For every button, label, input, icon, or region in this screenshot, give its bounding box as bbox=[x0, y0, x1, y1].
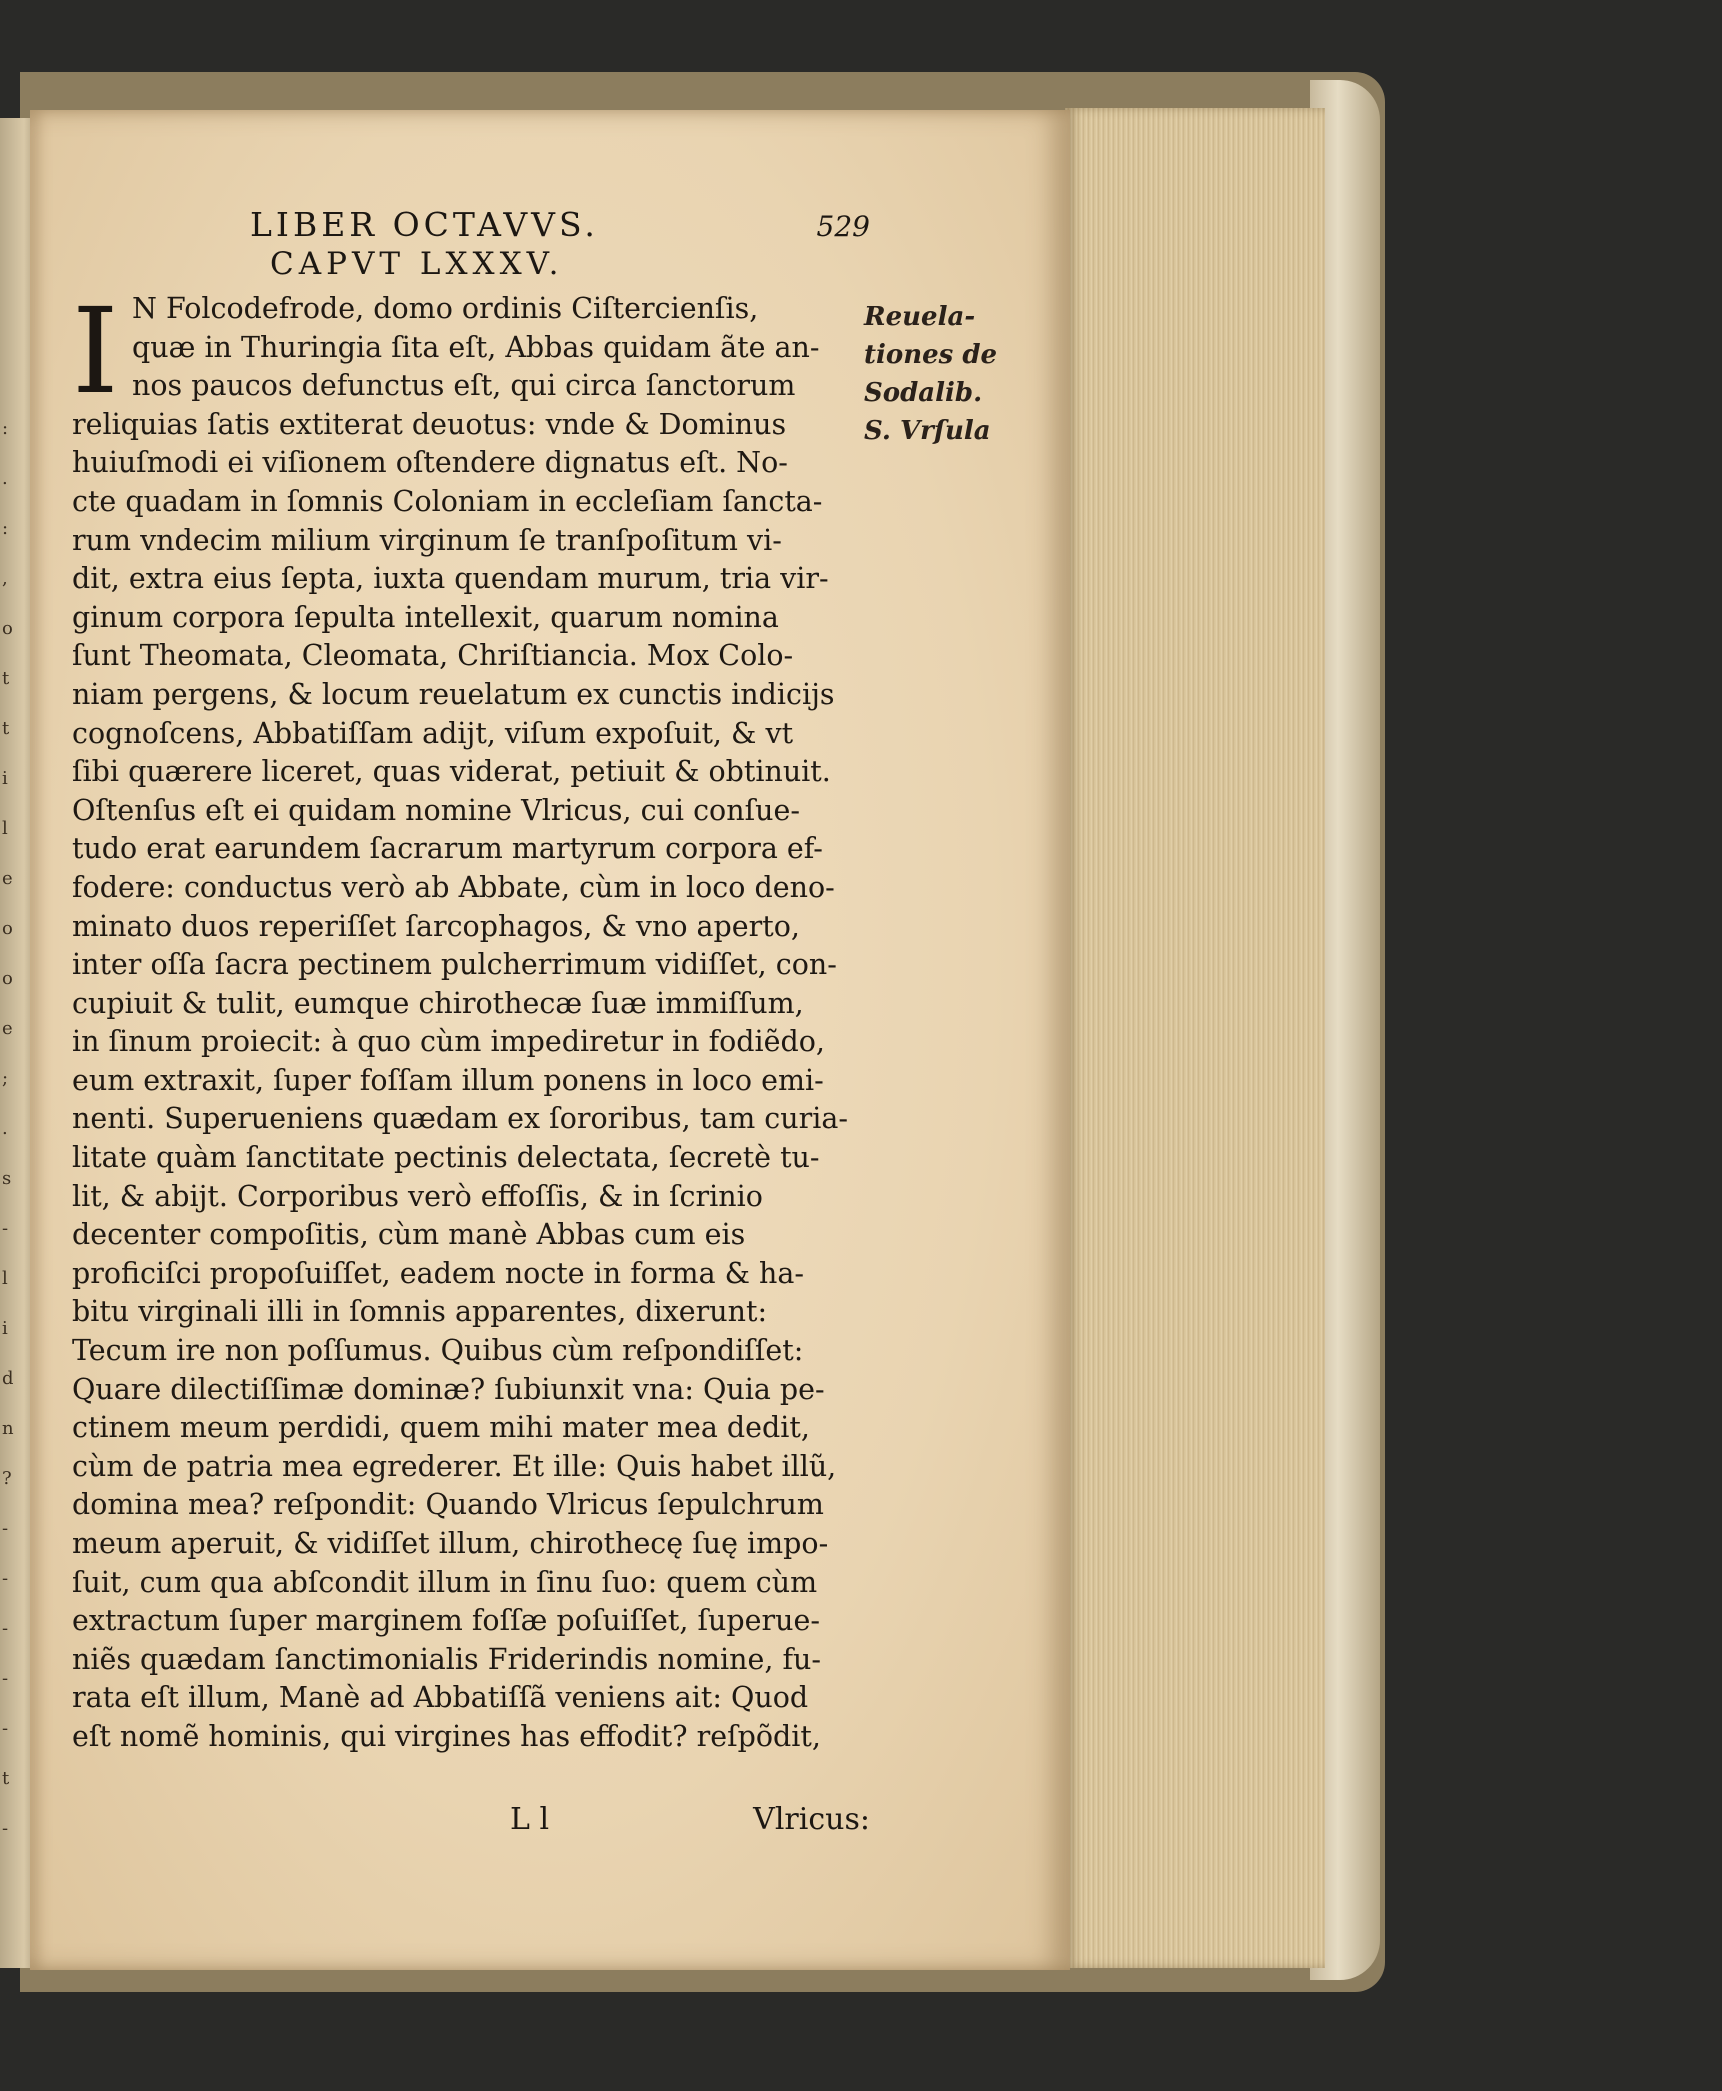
text-line: rata eſt illum, Manè ad Abbatiſſã veniens ait: Quod bbox=[72, 1681, 809, 1715]
text-line: Quare dilectiſſimæ dominæ? ſubiunxit vna: Quia pe- bbox=[72, 1372, 825, 1406]
body-text bbox=[72, 282, 860, 1757]
text-line: domina mea? reſpondit: Quando Vlricus ſepulchrum bbox=[72, 1488, 824, 1522]
text-line: ctinem meum perdidi, quem mihi mater mea dedit, bbox=[72, 1411, 810, 1445]
text-line: in ſinum proiecit: à quo cùm impediretur in fodiẽdo, bbox=[72, 1025, 825, 1059]
left-page-mark: e bbox=[2, 868, 13, 889]
text-line: nenti. Superueniens quædam ex ſororibus, tam curia- bbox=[72, 1102, 848, 1136]
left-page-mark: o bbox=[2, 968, 13, 989]
text-line: eſt nomẽ hominis, qui virgines has effodit? reſpõdit, bbox=[72, 1719, 821, 1753]
chapter-heading: CAPVT LXXXV. bbox=[270, 246, 564, 282]
signature-mark: L l bbox=[510, 1802, 550, 1837]
left-page-mark: - bbox=[2, 1818, 9, 1839]
text-line: Oſtenſus eſt ei quidam nomine Vlricus, cui conſue- bbox=[72, 793, 800, 827]
left-page-mark: - bbox=[2, 1218, 9, 1239]
text-line: decenter compoſitis, cùm manè Abbas cum eis bbox=[72, 1218, 746, 1252]
left-page-marks bbox=[2, 418, 22, 1868]
text-line: huiuſmodi ei viſionem oſtendere dignatus eſt. No- bbox=[72, 446, 788, 480]
margin-note-line: tiones de bbox=[864, 340, 998, 370]
text-line: quæ in Thuringia ſita eſt, Abbas quidam ãte an- bbox=[132, 330, 820, 364]
drop-cap: I bbox=[72, 282, 119, 420]
left-page-mark: , bbox=[2, 568, 8, 589]
page-block-edge bbox=[1065, 108, 1325, 1968]
left-page-mark: i bbox=[2, 1318, 8, 1339]
text-line: N Folcodefrode, domo ordinis Ciſtercienſis, bbox=[132, 292, 759, 325]
text-line: bitu virginali illi in ſomnis apparentes, dixerunt: bbox=[72, 1295, 768, 1329]
left-page-mark: e bbox=[2, 1018, 13, 1039]
text-line: reliquias ſatis extiterat deuotus: vnde & Dominus bbox=[72, 407, 787, 441]
left-page-mark: i bbox=[2, 768, 8, 789]
left-page-mark: : bbox=[2, 518, 9, 539]
running-header bbox=[250, 205, 870, 244]
text-line: rum vndecim milium virginum ſe tranſpoſitum vi- bbox=[72, 523, 782, 557]
catchword: Vlricus: bbox=[753, 1802, 870, 1837]
text-line: ginum corpora ſepulta intellexit, quarum nomina bbox=[72, 600, 779, 634]
text-line: proficiſci propoſuiſſet, eadem nocte in forma & ha- bbox=[72, 1256, 805, 1290]
text-line: cte quadam in ſomnis Coloniam in eccleſiam ſancta- bbox=[72, 484, 823, 518]
margin-note-line: Reuela- bbox=[864, 302, 976, 332]
text-line: tudo erat earundem ſacrarum martyrum corpora ef- bbox=[72, 832, 823, 866]
text-line: cùm de patria mea egrederer. Et ille: Quis habet illũ, bbox=[72, 1449, 837, 1483]
left-page-mark: o bbox=[2, 918, 13, 939]
text-line: litate quàm ſanctitate pectinis delectata, ſecretè tu- bbox=[72, 1141, 820, 1175]
margin-note-line: Sodalib. bbox=[864, 378, 983, 408]
text-line: cupiuit & tulit, eumque chirothecæ ſuæ immiſſum, bbox=[72, 986, 804, 1020]
text-line: minato duos reperiſſet ſarcophagos, & vno aperto, bbox=[72, 909, 800, 943]
left-page-mark: - bbox=[2, 1568, 9, 1589]
left-page-mark: t bbox=[2, 1768, 10, 1789]
text-line: meum aperuit, & vidiſſet illum, chirothecę ſuę impo- bbox=[72, 1527, 829, 1560]
left-page-mark: t bbox=[2, 668, 10, 689]
left-page-mark: . bbox=[2, 1118, 8, 1139]
left-page-mark: n bbox=[2, 1418, 14, 1439]
text-line: extractum ſuper marginem foſſæ poſuiſſet, ſuperue- bbox=[72, 1604, 820, 1638]
left-page-mark: : bbox=[2, 418, 9, 439]
left-page-mark: l bbox=[2, 1268, 8, 1289]
text-line: ſibi quærere liceret, quas viderat, petiuit & obtinuit. bbox=[72, 755, 831, 789]
left-page-mark: - bbox=[2, 1618, 9, 1639]
text-line: eum extraxit, ſuper foſſam illum ponens in loco emi- bbox=[72, 1063, 824, 1097]
left-page-mark: l bbox=[2, 818, 8, 839]
text-line: dit, extra eius ſepta, iuxta quendam murum, tria vir- bbox=[72, 562, 829, 596]
left-page-mark: . bbox=[2, 468, 8, 489]
text-line: Tecum ire non poſſumus. Quibus cùm reſpondiſſet: bbox=[72, 1334, 804, 1368]
left-page-mark: ? bbox=[2, 1468, 12, 1489]
left-page-mark: - bbox=[2, 1668, 9, 1689]
text-line: fodere: conductus verò ab Abbate, cùm in loco deno- bbox=[72, 870, 835, 904]
text-line: ſuit, cum qua abſcondit illum in ſinu ſuo: quem cùm bbox=[72, 1565, 818, 1599]
left-page-mark: d bbox=[2, 1368, 14, 1389]
margin-note-line: S. Vrſula bbox=[864, 416, 991, 446]
left-page-mark: t bbox=[2, 718, 10, 739]
left-page-mark: s bbox=[2, 1168, 12, 1189]
text-line: inter oſſa ſacra pectinem pulcherrimum vidiſſet, con- bbox=[72, 948, 837, 982]
text-line: cognoſcens, Abbatiſſam adijt, viſum expoſuit, & vt bbox=[72, 716, 794, 750]
text-line: niam pergens, & locum reuelatum ex cunctis indicijs bbox=[72, 677, 835, 711]
left-page-mark: o bbox=[2, 618, 13, 639]
left-page-mark: - bbox=[2, 1718, 9, 1739]
left-page-mark: ; bbox=[2, 1068, 9, 1089]
text-line: ſunt Theomata, Cleomata, Chriſtiancia. Mox Colo- bbox=[72, 639, 794, 673]
page-number: 529 bbox=[816, 210, 870, 243]
text-line: niẽs quædam ſanctimonialis Friderindis nomine, fu- bbox=[72, 1642, 822, 1676]
text-line: lit, & abijt. Corporibus verò effoſſis, & in ſcrinio bbox=[72, 1179, 763, 1213]
text-line: nos paucos defunctus eſt, qui circa ſanctorum bbox=[132, 369, 796, 403]
margin-note bbox=[864, 298, 998, 450]
running-title: LIBER OCTAVVS. bbox=[250, 205, 599, 244]
left-page-mark: - bbox=[2, 1518, 9, 1539]
page-footer bbox=[510, 1802, 870, 1837]
